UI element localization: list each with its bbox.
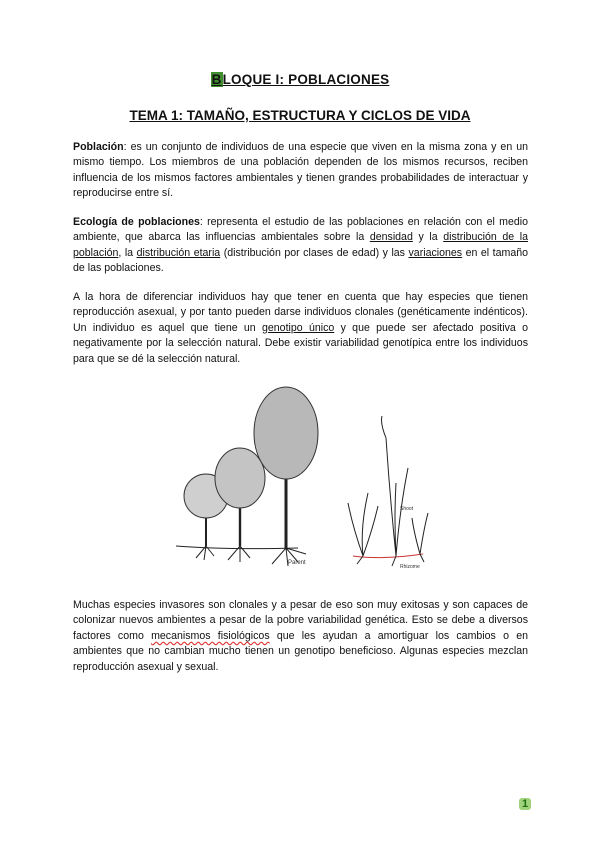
paragraph-text: en el tamaño de las poblaciones. <box>73 246 529 275</box>
underlined-mecanismos-fisiologicos: mecanismos fisiológicos <box>151 629 270 642</box>
paragraph-text: A la hora de diferenciar individuos hay que tener en cuenta que hay especies que tienen reproducción asexual, y por tanto pueden darse individuos clonales (genéticamente indénticos). Un individuo es aquel que tiene un <box>73 291 528 334</box>
underlined-distribucion-poblacion: distribución de la población <box>73 231 529 259</box>
term-ecologia: Ecología de poblaciones <box>73 216 200 228</box>
tree-group <box>176 387 318 566</box>
figure-label-shoot: Shoot <box>400 506 414 512</box>
underlined-densidad: densidad <box>369 231 413 244</box>
block-title-rest: LOQUE I: POBLACIONES <box>222 72 390 87</box>
rhizome-group <box>348 416 428 566</box>
topic-title: TEMA 1: TAMAÑO, ESTRUCTURA Y CICLOS DE VIDA <box>129 108 471 123</box>
page-number: 1 <box>519 798 531 810</box>
paragraph-ecologia <box>73 215 528 277</box>
clonal-plants-illustration <box>168 378 448 578</box>
underlined-distribucion-etaria: distribución etaria <box>136 246 221 259</box>
block-title <box>0 72 600 87</box>
term-poblacion: Población <box>73 141 124 153</box>
paragraph-text: que les ayudan a amortiguar los cambios o en ambientes que no cambian mucho tienen un genotipo beneficioso. Algunas especies mezclan reproducción asexual y sexual. <box>73 629 528 673</box>
paragraph-text: Muchas especies invasores son clonales y a pesar de eso son muy exitosas y son capaces de colonizar nuevos ambientes a pesar de la pobre variabilidad genética. Esto se debe a diversos factores como <box>73 599 528 642</box>
figure-label-rhizome: Rhizome <box>400 564 420 570</box>
underlined-genotipo-unico: genotipo único <box>262 321 335 334</box>
paragraph-poblacion <box>73 140 528 202</box>
paragraph-invasoras <box>73 598 528 675</box>
paragraph-text: : representa el estudio de las poblaciones en relación con el medio ambiente, que abarca las influencias ambientales sobre la <box>73 216 528 244</box>
block-title-first-letter: B <box>211 72 222 87</box>
paragraph-text: (distribución por clases de edad) y las <box>220 246 409 259</box>
paragraph-text: : es un conjunto de individuos de una especie que viven en la misma zona y en un mismo tiempo. Los miembros de una población dependen de los mismos recursos, reciben influencia de los mismos factores ambientales y tienen grandes probabilidades de interactuar y reproducirse entre sí. <box>73 141 528 200</box>
paragraph-text: y la <box>412 231 444 244</box>
paragraph-text: , la <box>118 246 137 259</box>
paragraph-individuos <box>73 290 528 367</box>
paragraph-text: y que puede ser afectado positiva o negativamente por la selección natural. Debe existir variabilidad genotípica entre los individuos para que se dé la selección natural. <box>73 321 528 365</box>
figure-label-parent: Parent <box>288 560 306 566</box>
underlined-variaciones: variaciones <box>408 246 463 259</box>
